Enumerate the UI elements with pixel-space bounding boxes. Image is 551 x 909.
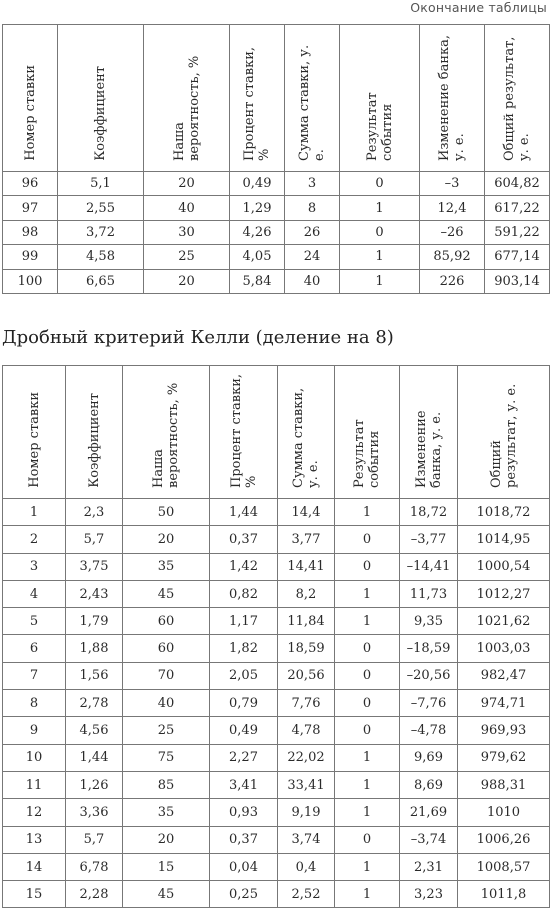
- cell-total-result: 1008,57: [458, 853, 550, 880]
- table-row: [3, 580, 550, 607]
- table-row: [3, 172, 550, 196]
- cell-total-result: 677,14: [485, 245, 550, 269]
- cell-our-probability: 20: [144, 172, 230, 196]
- cell-bet-number: 13: [3, 826, 66, 853]
- cell-stake-amount: 3: [285, 172, 340, 196]
- cell-stake-amount: 11,84: [278, 608, 335, 635]
- cell-stake-amount: 8,2: [278, 580, 335, 607]
- cell-bet-number: 7: [3, 662, 66, 689]
- cell-bet-number: 8: [3, 690, 66, 717]
- cell-bet-number: 4: [3, 580, 66, 607]
- cell-bet-number: 97: [3, 196, 58, 220]
- cell-stake-amount: 8: [285, 196, 340, 220]
- cell-our-probability: 40: [123, 690, 210, 717]
- cell-our-probability: 25: [123, 717, 210, 744]
- cell-our-probability: 45: [123, 580, 210, 607]
- cell-total-result: 988,31: [458, 771, 550, 798]
- cell-bet-number: 1: [3, 499, 66, 526]
- cell-stake-percent: 0,79: [210, 690, 278, 717]
- column-header-event-result: [335, 366, 400, 499]
- column-header-odds: [66, 366, 123, 499]
- cell-our-probability: 40: [144, 196, 230, 220]
- cell-odds: 3,72: [58, 220, 144, 244]
- cell-total-result: 1011,8: [458, 881, 550, 908]
- cell-bank-change: 85,92: [420, 245, 485, 269]
- cell-stake-amount: 33,41: [278, 771, 335, 798]
- cell-odds: 2,78: [66, 690, 123, 717]
- cell-our-probability: 30: [144, 220, 230, 244]
- table-row: [3, 245, 550, 269]
- cell-event-result: 1: [340, 269, 420, 293]
- cell-stake-amount: 18,59: [278, 635, 335, 662]
- cell-bank-change: –18,59: [400, 635, 458, 662]
- cell-bank-change: 226: [420, 269, 485, 293]
- cell-bank-change: 9,35: [400, 608, 458, 635]
- cell-event-result: 1: [335, 608, 400, 635]
- cell-our-probability: 20: [123, 826, 210, 853]
- cell-stake-percent: 1,82: [210, 635, 278, 662]
- cell-bank-change: –3: [420, 172, 485, 196]
- cell-total-result: 617,22: [485, 196, 550, 220]
- kelly-table-continued: [2, 24, 550, 294]
- cell-bet-number: 5: [3, 608, 66, 635]
- cell-stake-percent: 4,26: [230, 220, 285, 244]
- cell-event-result: 1: [335, 881, 400, 908]
- column-header-label: Сумма ставки, у. е.: [297, 44, 327, 161]
- cell-stake-amount: 2,52: [278, 881, 335, 908]
- cell-stake-percent: 2,27: [210, 744, 278, 771]
- cell-total-result: 1014,95: [458, 526, 550, 553]
- cell-stake-amount: 14,4: [278, 499, 335, 526]
- cell-stake-percent: 0,49: [230, 172, 285, 196]
- cell-odds: 1,44: [66, 744, 123, 771]
- cell-bet-number: 14: [3, 853, 66, 880]
- cell-bet-number: 12: [3, 799, 66, 826]
- cell-odds: 2,55: [58, 196, 144, 220]
- column-header-label: Изменение банка, у. е.: [437, 35, 467, 161]
- column-header-label: Наша вероятность, %: [171, 55, 202, 161]
- table-row: [3, 744, 550, 771]
- cell-our-probability: 85: [123, 771, 210, 798]
- cell-bet-number: 9: [3, 717, 66, 744]
- cell-stake-amount: 26: [285, 220, 340, 244]
- column-header-bet-number: [3, 366, 66, 499]
- cell-total-result: 982,47: [458, 662, 550, 689]
- column-header-stake-amount: [285, 25, 340, 172]
- cell-stake-percent: 5,84: [230, 269, 285, 293]
- cell-stake-percent: 1,17: [210, 608, 278, 635]
- column-header-label: Процент ставки, %: [228, 374, 259, 488]
- cell-stake-amount: 7,76: [278, 690, 335, 717]
- column-header-stake-amount: [278, 366, 335, 499]
- cell-event-result: 1: [340, 196, 420, 220]
- cell-stake-percent: 0,49: [210, 717, 278, 744]
- table-row: [3, 269, 550, 293]
- cell-stake-percent: 1,44: [210, 499, 278, 526]
- column-header-bet-number: [3, 25, 58, 172]
- column-header-label: Общий результат, у. е.: [502, 36, 532, 161]
- column-header-our-probability: [123, 366, 210, 499]
- cell-odds: 4,56: [66, 717, 123, 744]
- cell-odds: 5,7: [66, 526, 123, 553]
- continuation-note: Окончание таблицы: [410, 0, 547, 15]
- cell-stake-percent: 3,41: [210, 771, 278, 798]
- table-header: [3, 25, 550, 172]
- column-header-label: Процент ставки, %: [242, 47, 272, 161]
- cell-odds: 1,56: [66, 662, 123, 689]
- table-row: [3, 690, 550, 717]
- table-row: [3, 881, 550, 908]
- column-header-stake-percent: [230, 25, 285, 172]
- cell-our-probability: 70: [123, 662, 210, 689]
- column-header-label: Результат события: [364, 92, 395, 161]
- cell-total-result: 1006,26: [458, 826, 550, 853]
- cell-stake-percent: 0,37: [210, 826, 278, 853]
- cell-stake-percent: 4,05: [230, 245, 285, 269]
- table-row: [3, 826, 550, 853]
- cell-event-result: 1: [335, 499, 400, 526]
- cell-odds: 6,78: [66, 853, 123, 880]
- column-header-bank-change: [400, 366, 458, 499]
- cell-total-result: 1018,72: [458, 499, 550, 526]
- cell-event-result: 0: [335, 635, 400, 662]
- cell-bank-change: –4,78: [400, 717, 458, 744]
- table-body: [3, 499, 550, 908]
- column-header-label: Сумма ставки, у. е.: [291, 387, 321, 488]
- table-row: [3, 717, 550, 744]
- column-header-label: Коэффициент: [93, 66, 108, 161]
- cell-stake-amount: 14,41: [278, 553, 335, 580]
- table-row: [3, 608, 550, 635]
- cell-bet-number: 11: [3, 771, 66, 798]
- cell-odds: 2,3: [66, 499, 123, 526]
- cell-bank-change: –3,77: [400, 526, 458, 553]
- cell-event-result: 0: [335, 826, 400, 853]
- cell-bet-number: 6: [3, 635, 66, 662]
- cell-our-probability: 15: [123, 853, 210, 880]
- cell-odds: 1,26: [66, 771, 123, 798]
- section-title: Дробный критерий Келли (деление на 8): [2, 327, 394, 348]
- cell-our-probability: 75: [123, 744, 210, 771]
- table-row: [3, 499, 550, 526]
- column-header-label: Коэффициент: [86, 393, 102, 488]
- cell-bank-change: –14,41: [400, 553, 458, 580]
- cell-total-result: 1021,62: [458, 608, 550, 635]
- cell-bet-number: 3: [3, 553, 66, 580]
- cell-odds: 3,75: [66, 553, 123, 580]
- cell-bank-change: 12,4: [420, 196, 485, 220]
- table-row: [3, 526, 550, 553]
- cell-stake-percent: 0,37: [210, 526, 278, 553]
- cell-odds: 1,88: [66, 635, 123, 662]
- column-header-label: Номер ставки: [22, 65, 38, 161]
- cell-total-result: 1000,54: [458, 553, 550, 580]
- cell-event-result: 0: [335, 662, 400, 689]
- cell-stake-percent: 0,93: [210, 799, 278, 826]
- cell-our-probability: 20: [123, 526, 210, 553]
- cell-stake-amount: 3,77: [278, 526, 335, 553]
- table-row: [3, 196, 550, 220]
- table-row: [3, 662, 550, 689]
- cell-event-result: 1: [335, 580, 400, 607]
- cell-our-probability: 35: [123, 799, 210, 826]
- table-row: [3, 553, 550, 580]
- column-header-label: Общий результат, у. е.: [488, 383, 519, 488]
- column-header-total-result: [458, 366, 550, 499]
- column-header-label: Результат события: [352, 419, 382, 488]
- cell-stake-percent: 1,42: [210, 553, 278, 580]
- fractional-kelly-table: [2, 365, 550, 908]
- cell-stake-amount: 4,78: [278, 717, 335, 744]
- cell-our-probability: 60: [123, 635, 210, 662]
- cell-bet-number: 98: [3, 220, 58, 244]
- cell-total-result: 604,82: [485, 172, 550, 196]
- cell-total-result: 1003,03: [458, 635, 550, 662]
- table-row: [3, 771, 550, 798]
- cell-bank-change: 18,72: [400, 499, 458, 526]
- cell-event-result: 0: [335, 526, 400, 553]
- cell-bet-number: 100: [3, 269, 58, 293]
- cell-stake-percent: 1,29: [230, 196, 285, 220]
- cell-bank-change: –7,76: [400, 690, 458, 717]
- cell-bank-change: 3,23: [400, 881, 458, 908]
- cell-event-result: 0: [335, 717, 400, 744]
- cell-stake-amount: 24: [285, 245, 340, 269]
- table-row: [3, 799, 550, 826]
- cell-total-result: 591,22: [485, 220, 550, 244]
- cell-total-result: 1012,27: [458, 580, 550, 607]
- column-header-label: Изменение банка, у. е.: [413, 410, 444, 488]
- cell-bet-number: 96: [3, 172, 58, 196]
- cell-bank-change: –26: [420, 220, 485, 244]
- cell-bank-change: 11,73: [400, 580, 458, 607]
- table-body: [3, 172, 550, 294]
- cell-bet-number: 10: [3, 744, 66, 771]
- cell-our-probability: 60: [123, 608, 210, 635]
- cell-bet-number: 2: [3, 526, 66, 553]
- column-header-total-result: [485, 25, 550, 172]
- cell-stake-amount: 0,4: [278, 853, 335, 880]
- column-header-label: Наша вероятность, %: [151, 382, 181, 488]
- cell-event-result: 1: [335, 799, 400, 826]
- cell-stake-percent: 0,25: [210, 881, 278, 908]
- cell-odds: 2,43: [66, 580, 123, 607]
- cell-bank-change: 21,69: [400, 799, 458, 826]
- cell-event-result: 0: [340, 172, 420, 196]
- cell-bank-change: –20,56: [400, 662, 458, 689]
- cell-total-result: 974,71: [458, 690, 550, 717]
- cell-odds: 6,65: [58, 269, 144, 293]
- cell-bank-change: 2,31: [400, 853, 458, 880]
- cell-odds: 1,79: [66, 608, 123, 635]
- cell-our-probability: 50: [123, 499, 210, 526]
- column-header-odds: [58, 25, 144, 172]
- cell-total-result: 969,93: [458, 717, 550, 744]
- cell-event-result: 1: [335, 853, 400, 880]
- cell-event-result: 0: [335, 690, 400, 717]
- cell-odds: 2,28: [66, 881, 123, 908]
- cell-odds: 3,36: [66, 799, 123, 826]
- cell-stake-amount: 3,74: [278, 826, 335, 853]
- table-row: [3, 220, 550, 244]
- cell-event-result: 1: [335, 771, 400, 798]
- table-header: [3, 366, 550, 499]
- cell-our-probability: 35: [123, 553, 210, 580]
- cell-odds: 5,7: [66, 826, 123, 853]
- cell-stake-percent: 0,04: [210, 853, 278, 880]
- cell-odds: 4,58: [58, 245, 144, 269]
- cell-stake-amount: 9,19: [278, 799, 335, 826]
- cell-event-result: 0: [340, 220, 420, 244]
- cell-bet-number: 99: [3, 245, 58, 269]
- cell-odds: 5,1: [58, 172, 144, 196]
- cell-event-result: 0: [335, 553, 400, 580]
- cell-stake-percent: 0,82: [210, 580, 278, 607]
- column-header-label: Номер ставки: [26, 392, 42, 488]
- column-header-our-probability: [144, 25, 230, 172]
- column-header-stake-percent: [210, 366, 278, 499]
- cell-event-result: 1: [335, 744, 400, 771]
- cell-total-result: 979,62: [458, 744, 550, 771]
- cell-stake-amount: 20,56: [278, 662, 335, 689]
- cell-bank-change: –3,74: [400, 826, 458, 853]
- cell-total-result: 1010: [458, 799, 550, 826]
- cell-stake-amount: 40: [285, 269, 340, 293]
- cell-our-probability: 45: [123, 881, 210, 908]
- column-header-bank-change: [420, 25, 485, 172]
- cell-stake-amount: 22,02: [278, 744, 335, 771]
- cell-total-result: 903,14: [485, 269, 550, 293]
- table-row: [3, 853, 550, 880]
- table-row: [3, 635, 550, 662]
- cell-our-probability: 20: [144, 269, 230, 293]
- cell-bet-number: 15: [3, 881, 66, 908]
- cell-our-probability: 25: [144, 245, 230, 269]
- cell-bank-change: 8,69: [400, 771, 458, 798]
- cell-bank-change: 9,69: [400, 744, 458, 771]
- column-header-event-result: [340, 25, 420, 172]
- cell-event-result: 1: [340, 245, 420, 269]
- cell-stake-percent: 2,05: [210, 662, 278, 689]
